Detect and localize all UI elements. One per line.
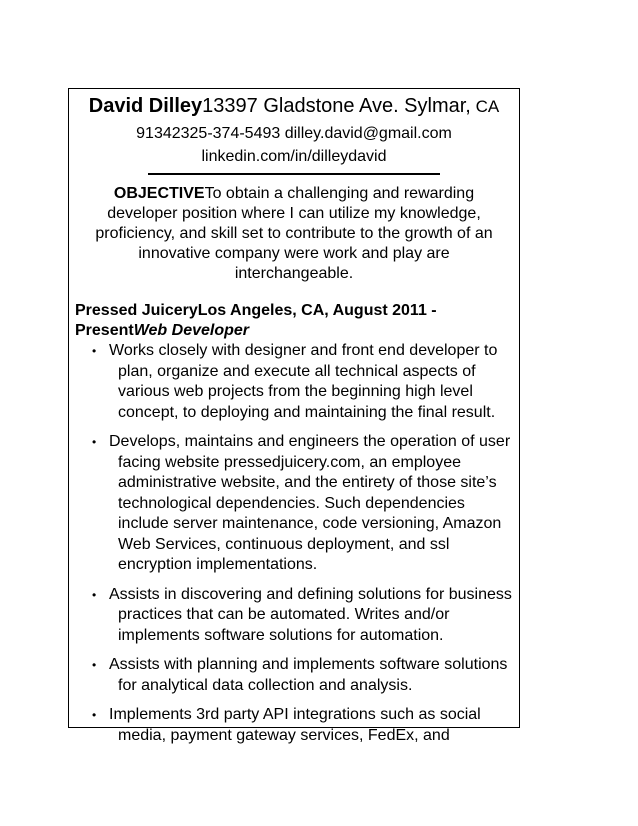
resume-page — [68, 88, 520, 744]
duty-text: Works closely with designer and front end developer to plan, organize and execute all technical aspects of various web projects from the beginning high level concept, to deploying and maintaining the final result. — [109, 342, 498, 421]
bullet-icon: • — [92, 435, 97, 449]
objective-label: OBJECTIVE — [113, 185, 205, 202]
job-title: Web Developer — [133, 322, 249, 339]
list-item — [75, 585, 513, 647]
duty-text: Develops, maintains and engineers the operation of user facing website pressedjuicery.com, an employee administrative website, and the entirety of those site’s technological dependencies. Such dependencies include server maintenance, code versioning, Amazon Web Services, continuous deployment, and ssl encryption implementations. — [109, 433, 511, 573]
objective-section — [77, 184, 511, 284]
bullet-icon: • — [92, 587, 97, 602]
name-address-line — [69, 95, 519, 118]
duty-text: Implements 3rd party API integrations such as social media, payment gateway services, FedEx, and — [109, 706, 481, 744]
list-item — [75, 432, 513, 576]
candidate-name: David Dilley — [88, 95, 203, 117]
resume-header — [69, 95, 519, 175]
linkedin-url: linkedin.com/in/dilleydavid — [201, 148, 387, 165]
bullet-icon: • — [92, 708, 97, 722]
list-item — [75, 705, 513, 746]
job-company-location-dates: Pressed JuiceryLos Angeles, CA, August 2011 - Present — [75, 302, 437, 339]
bullet-icon: • — [92, 344, 97, 358]
contact-line: 91342325-374-5493 dilley.david@gmail.com — [136, 125, 452, 142]
list-item — [75, 341, 513, 423]
job-heading — [75, 301, 513, 341]
street-address: 13397 Gladstone Ave. Sylmar, — [202, 95, 471, 117]
state: CA — [470, 97, 500, 116]
list-item — [75, 655, 513, 696]
objective-text: To obtain a challenging and rewarding developer position where I can utilize my knowledge, proficiency, and skill set to contribute to the growth of an innovative company were work and play are interchangeable. — [95, 185, 493, 282]
bullet-icon: • — [92, 658, 97, 672]
duty-text: Assists in discovering and defining solutions for business practices that can be automated. Writes and/or implements software solutions for automation. — [109, 585, 512, 644]
header-divider — [148, 173, 440, 175]
duty-text: Assists with planning and implements software solutions for analytical data collection and analysis. — [109, 656, 508, 694]
job-duties-list — [69, 341, 519, 746]
